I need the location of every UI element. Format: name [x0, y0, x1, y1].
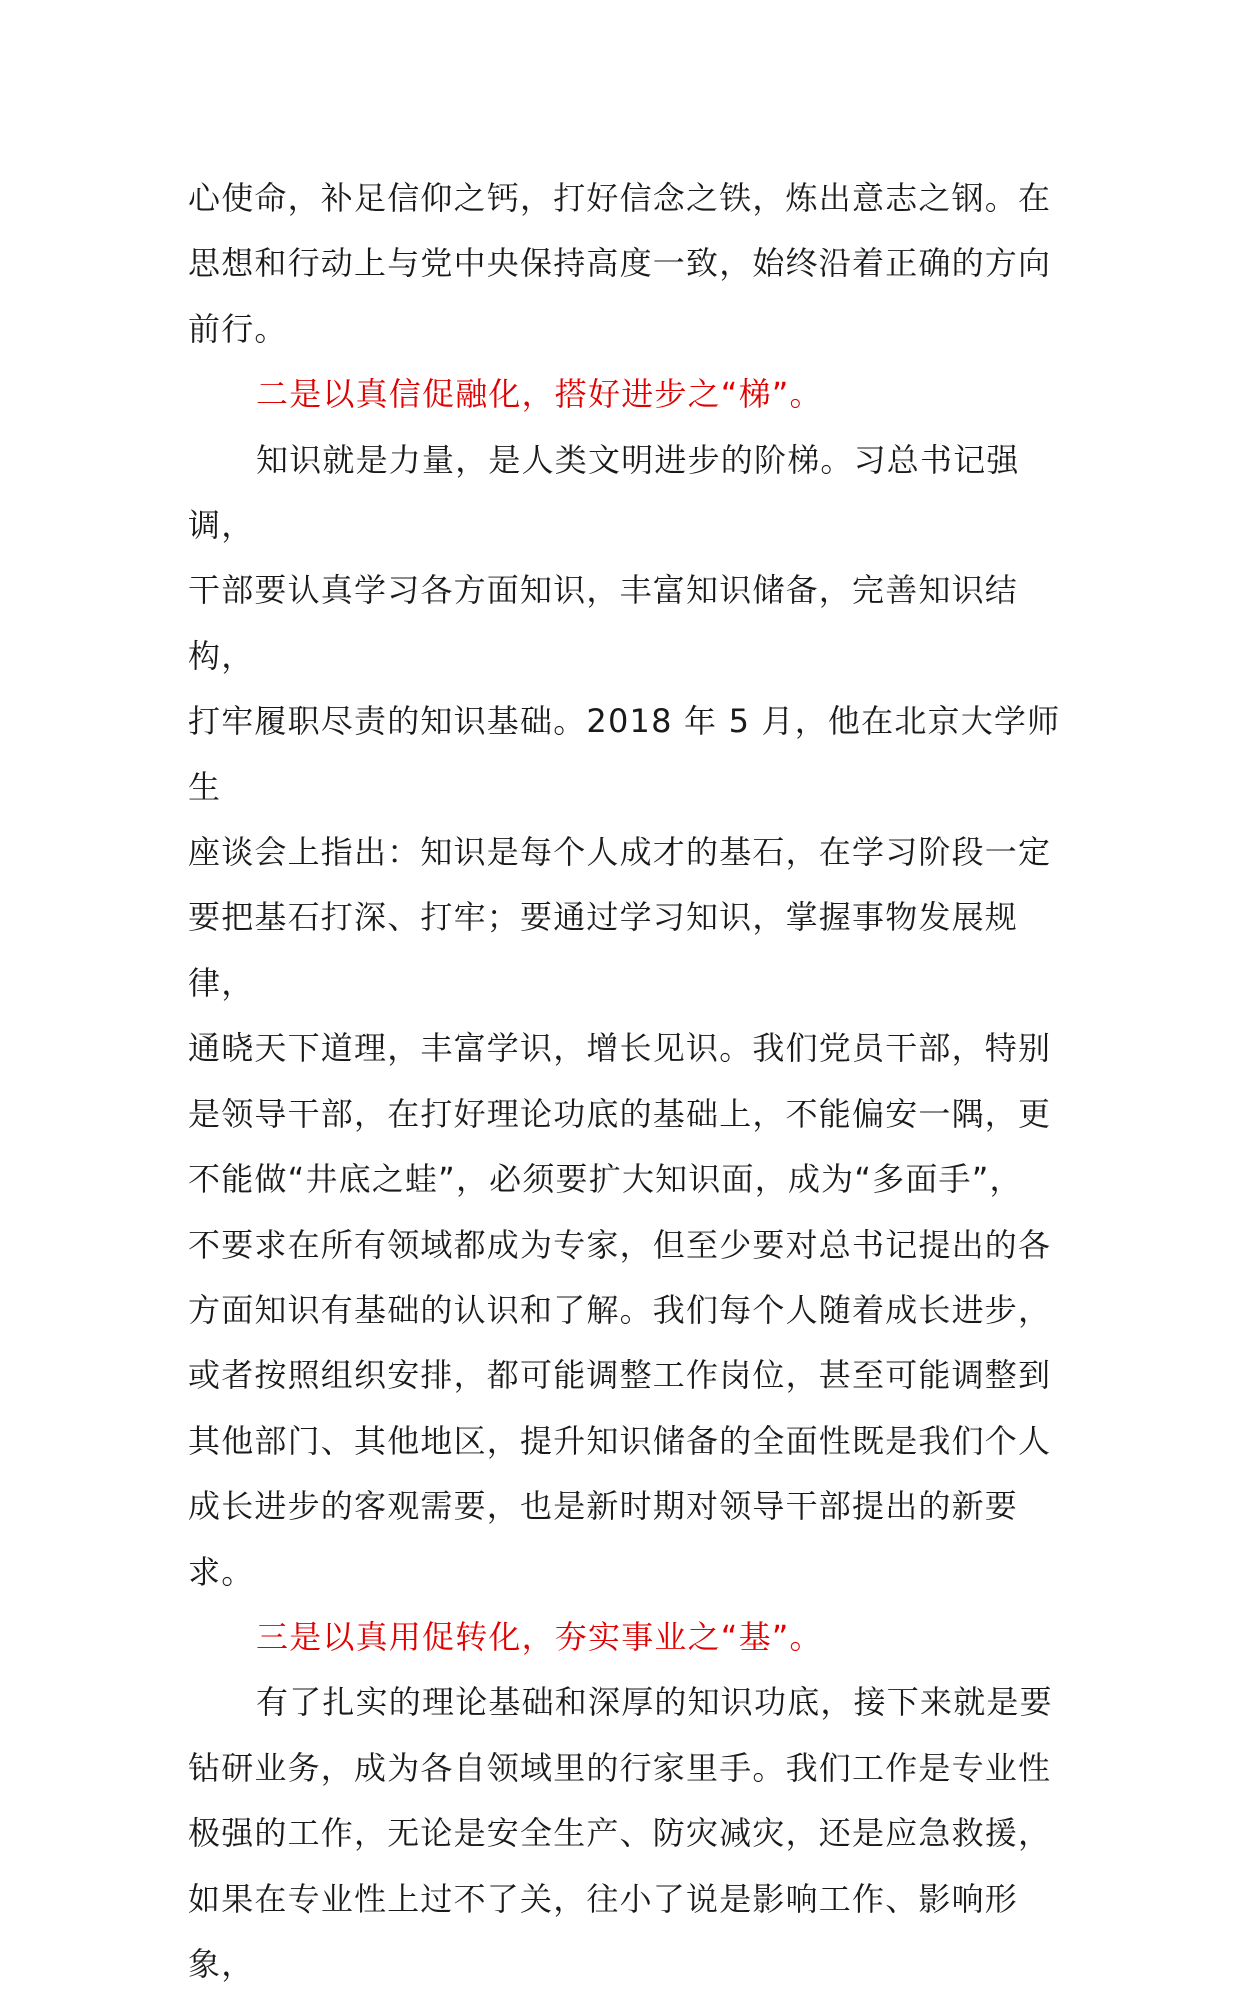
paragraph-continuation — [188, 166, 1068, 362]
section-heading-2 — [188, 362, 1068, 427]
text-line: 通晓天下道理，丰富学识，增长见识。我们党员干部，特别 — [188, 1029, 1052, 1068]
text-line: 前行。 — [188, 309, 288, 348]
heading-text: 二是以真信促融化，搭好进步之“梯”。 — [256, 375, 823, 414]
text-line: 思想和行动上与党中央保持高度一致，始终沿着正确的方向 — [188, 244, 1052, 283]
text-line: 不能做“井底之蛙”，必须要扩大知识面，成为“多面手”， — [188, 1160, 1023, 1199]
paragraph-expertise — [188, 1670, 1068, 1997]
text-line: 或者按照组织安排，都可能调整工作岗位，甚至可能调整到 — [188, 1356, 1052, 1395]
text-line: 方面知识有基础的认识和了解。我们每个人随着成长进步， — [188, 1290, 1052, 1329]
text-line: 钻研业务，成为各自领域里的行家里手。我们工作是专业性 — [188, 1748, 1052, 1787]
text-line: 如果在专业性上过不了关，往小了说是影响工作、影响形象， — [188, 1879, 1019, 1983]
text-line: 干部要认真学习各方面知识，丰富知识储备，完善知识结构， — [188, 571, 1019, 675]
text-line: 有了扎实的理论基础和深厚的知识功底，接下来就是要 — [256, 1683, 1053, 1722]
text-line: 知识就是力量，是人类文明进步的阶梯。习总书记强调， — [188, 440, 1020, 545]
text-line: 要把基石打深、打牢；要通过学习知识，掌握事物发展规律， — [188, 898, 1019, 1002]
text-line: 是领导干部，在打好理论功底的基础上，不能偏安一隅，更 — [188, 1094, 1052, 1133]
section-heading-3 — [188, 1605, 1068, 1670]
text-line: 座谈会上指出：知识是每个人成才的基石，在学习阶段一定 — [188, 833, 1052, 872]
document-page — [188, 166, 1068, 1997]
text-line: 打牢履职尽责的知识基础。2018 年 5 月，他在北京大学师生 — [188, 702, 1061, 806]
text-line: 不要求在所有领域都成为专家，但至少要对总书记提出的各 — [188, 1225, 1052, 1264]
text-line: 心使命，补足信仰之钙，打好信念之铁，炼出意志之钢。在 — [188, 179, 1052, 217]
paragraph-knowledge — [188, 428, 1068, 1605]
heading-text: 三是以真用促转化，夯实事业之“基”。 — [256, 1617, 823, 1656]
text-line: 其他部门、其他地区，提升知识储备的全面性既是我们个人 — [188, 1421, 1052, 1460]
text-line: 极强的工作，无论是安全生产、防灾减灾，还是应急救援， — [188, 1814, 1052, 1853]
text-line: 成长进步的客观需要，也是新时期对领导干部提出的新要求。 — [188, 1487, 1019, 1591]
